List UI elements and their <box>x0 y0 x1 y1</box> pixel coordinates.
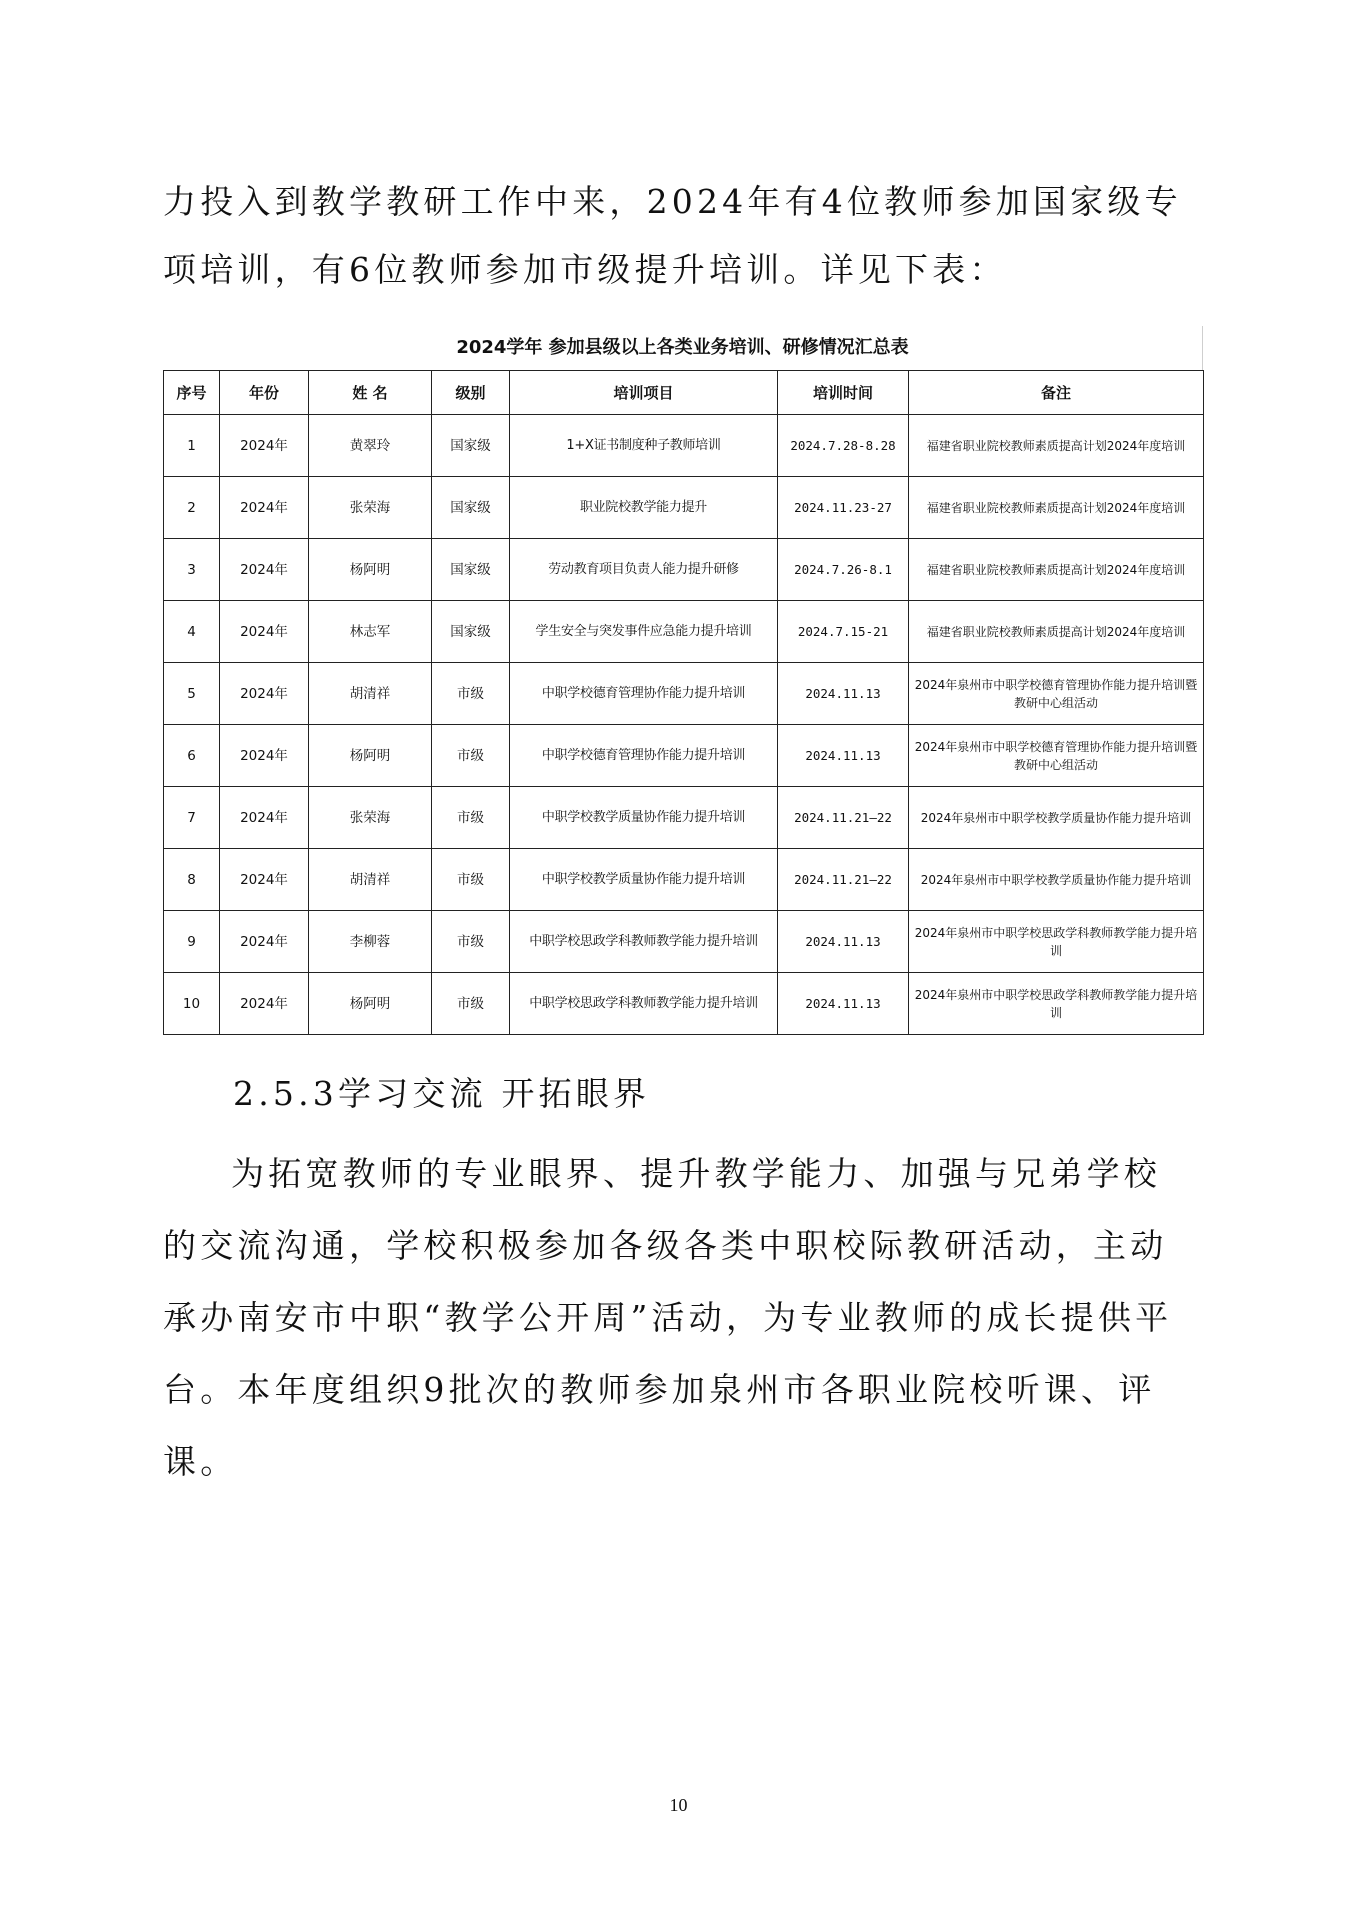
table-header-row <box>164 371 1204 415</box>
cell-no: 10 <box>164 973 220 1035</box>
cell-time: 2024.11.13 <box>778 973 909 1035</box>
cell-time: 2024.7.15-21 <box>778 601 909 663</box>
table-row <box>164 415 1204 477</box>
cell-time: 2024.11.13 <box>778 663 909 725</box>
cell-no: 1 <box>164 415 220 477</box>
cell-level: 市级 <box>432 725 510 787</box>
cell-level: 国家级 <box>432 477 510 539</box>
cell-project: 1+X证书制度种子教师培训 <box>510 415 778 477</box>
cell-note: 福建省职业院校教师素质提高计划2024年度培训 <box>909 415 1204 477</box>
table-title: 2024学年 参加县级以上各类业务培训、研修情况汇总表 <box>163 326 1203 370</box>
cell-name: 杨阿明 <box>309 973 432 1035</box>
cell-level: 市级 <box>432 973 510 1035</box>
table-row <box>164 973 1204 1035</box>
exchange-paragraph: 为拓宽教师的专业眼界、提升教学能力、加强与兄弟学校的交流沟通，学校积极参加各级各类中职校际教研活动，主动承办南安市中职“教学公开周”活动，为专业教师的成长提供平台。本年度组织9批次的教师参加泉州市各职业院校听课、评课。 <box>163 1154 1173 1481</box>
header-year: 年份 <box>220 371 309 415</box>
cell-no: 8 <box>164 849 220 911</box>
cell-no: 7 <box>164 787 220 849</box>
cell-note: 2024年泉州市中职学校德育管理协作能力提升培训暨教研中心组活动 <box>909 725 1204 787</box>
cell-no: 5 <box>164 663 220 725</box>
cell-name: 胡清祥 <box>309 663 432 725</box>
cell-level: 国家级 <box>432 415 510 477</box>
cell-project: 中职学校思政学科教师教学能力提升培训 <box>510 973 778 1035</box>
cell-level: 市级 <box>432 849 510 911</box>
table-row <box>164 849 1204 911</box>
cell-year: 2024年 <box>220 477 309 539</box>
cell-no: 9 <box>164 911 220 973</box>
cell-year: 2024年 <box>220 787 309 849</box>
cell-no: 2 <box>164 477 220 539</box>
cell-project: 中职学校教学质量协作能力提升培训 <box>510 787 778 849</box>
cell-time: 2024.11.23-27 <box>778 477 909 539</box>
cell-project: 职业院校教学能力提升 <box>510 477 778 539</box>
header-project: 培训项目 <box>510 371 778 415</box>
cell-name: 杨阿明 <box>309 539 432 601</box>
cell-year: 2024年 <box>220 539 309 601</box>
cell-year: 2024年 <box>220 849 309 911</box>
header-time: 培训时间 <box>778 371 909 415</box>
table-row <box>164 601 1204 663</box>
cell-year: 2024年 <box>220 973 309 1035</box>
table-row <box>164 477 1204 539</box>
cell-level: 国家级 <box>432 539 510 601</box>
cell-no: 3 <box>164 539 220 601</box>
cell-note: 2024年泉州市中职学校思政学科教师教学能力提升培训 <box>909 973 1204 1035</box>
cell-time: 2024.7.28-8.28 <box>778 415 909 477</box>
training-summary-table <box>163 326 1203 1035</box>
cell-level: 市级 <box>432 911 510 973</box>
cell-time: 2024.11.13 <box>778 911 909 973</box>
cell-name: 杨阿明 <box>309 725 432 787</box>
cell-project: 学生安全与突发事件应急能力提升培训 <box>510 601 778 663</box>
cell-project: 中职学校德育管理协作能力提升培训 <box>510 663 778 725</box>
table-row <box>164 911 1204 973</box>
cell-name: 张荣海 <box>309 787 432 849</box>
cell-project: 中职学校教学质量协作能力提升培训 <box>510 849 778 911</box>
training-table <box>163 370 1204 1035</box>
section-heading: 2.5.3学习交流 开拓眼界 <box>233 1074 651 1113</box>
cell-project: 劳动教育项目负责人能力提升研修 <box>510 539 778 601</box>
cell-name: 李柳蓉 <box>309 911 432 973</box>
table-row <box>164 539 1204 601</box>
cell-note: 福建省职业院校教师素质提高计划2024年度培训 <box>909 477 1204 539</box>
cell-no: 4 <box>164 601 220 663</box>
cell-time: 2024.11.21—22 <box>778 849 909 911</box>
cell-project: 中职学校思政学科教师教学能力提升培训 <box>510 911 778 973</box>
cell-note: 福建省职业院校教师素质提高计划2024年度培训 <box>909 601 1204 663</box>
table-row <box>164 663 1204 725</box>
cell-year: 2024年 <box>220 601 309 663</box>
cell-level: 市级 <box>432 663 510 725</box>
cell-no: 6 <box>164 725 220 787</box>
cell-name: 林志军 <box>309 601 432 663</box>
intro-paragraph: 力投入到教学教研工作中来，2024年有4位教师参加国家级专项培训，有6位教师参加市级提升培训。详见下表： <box>163 182 1182 289</box>
table-row <box>164 787 1204 849</box>
header-name: 姓 名 <box>309 371 432 415</box>
cell-note: 2024年泉州市中职学校思政学科教师教学能力提升培训 <box>909 911 1204 973</box>
page-number: 10 <box>669 1795 688 1815</box>
cell-year: 2024年 <box>220 415 309 477</box>
cell-level: 国家级 <box>432 601 510 663</box>
cell-year: 2024年 <box>220 911 309 973</box>
header-no: 序号 <box>164 371 220 415</box>
cell-time: 2024.7.26-8.1 <box>778 539 909 601</box>
cell-level: 市级 <box>432 787 510 849</box>
cell-time: 2024.11.13 <box>778 725 909 787</box>
cell-year: 2024年 <box>220 725 309 787</box>
cell-name: 胡清祥 <box>309 849 432 911</box>
cell-note: 2024年泉州市中职学校教学质量协作能力提升培训 <box>909 787 1204 849</box>
table-row <box>164 725 1204 787</box>
header-level: 级别 <box>432 371 510 415</box>
cell-time: 2024.11.21—22 <box>778 787 909 849</box>
cell-name: 张荣海 <box>309 477 432 539</box>
cell-year: 2024年 <box>220 663 309 725</box>
cell-note: 福建省职业院校教师素质提高计划2024年度培训 <box>909 539 1204 601</box>
cell-name: 黄翠玲 <box>309 415 432 477</box>
cell-note: 2024年泉州市中职学校教学质量协作能力提升培训 <box>909 849 1204 911</box>
cell-note: 2024年泉州市中职学校德育管理协作能力提升培训暨教研中心组活动 <box>909 663 1204 725</box>
cell-project: 中职学校德育管理协作能力提升培训 <box>510 725 778 787</box>
header-note: 备注 <box>909 371 1204 415</box>
